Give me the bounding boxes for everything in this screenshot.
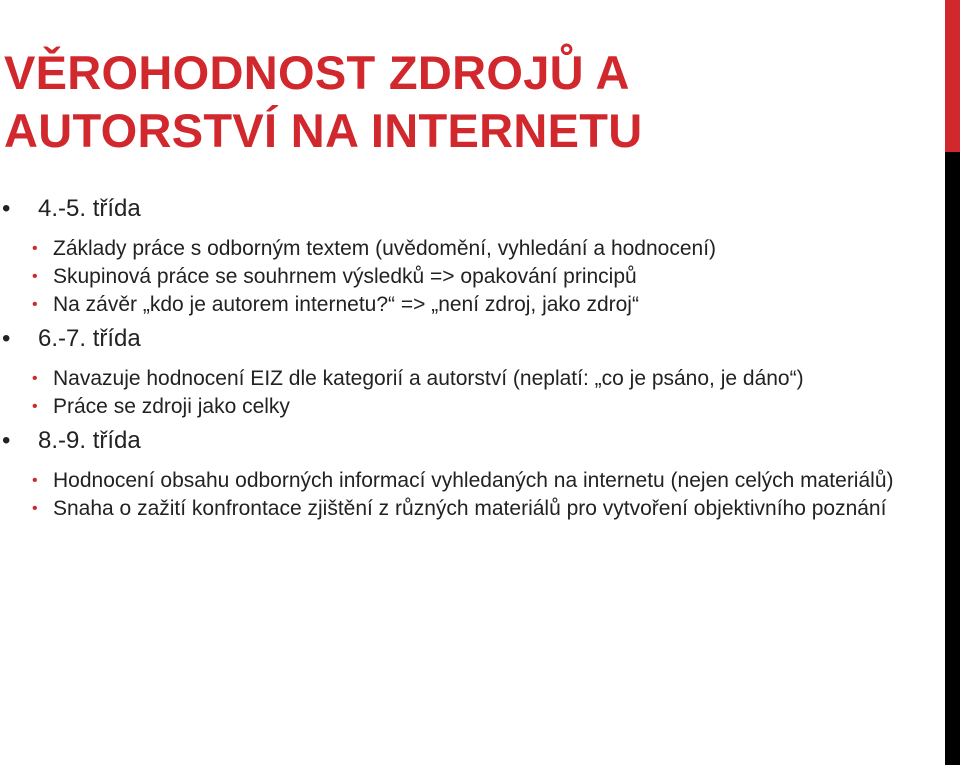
list-item-text: Snaha o zažití konfrontace zjištění z různých materiálů pro vytvoření objektivního poznání bbox=[53, 497, 887, 520]
list-item-text: Základy práce s odborným textem (uvědomění, vyhledání a hodnocení) bbox=[53, 237, 717, 260]
list-item bbox=[0, 497, 900, 521]
list-item-text: Na závěr „kdo je autorem internetu?“ => „není zdroj, jako zdroj“ bbox=[53, 293, 639, 316]
section-heading-text: 4.-5. třída bbox=[38, 195, 141, 222]
right-accent-strip-red bbox=[945, 0, 960, 152]
section-heading-text: 8.-9. třída bbox=[38, 427, 141, 454]
list-item bbox=[0, 395, 900, 419]
list-item-text: Skupinová práce se souhrnem výsledků => opakování principů bbox=[53, 265, 637, 288]
bullet-icon: • bbox=[32, 268, 38, 285]
section-heading-6-7 bbox=[0, 323, 900, 355]
list-item-text: Hodnocení obsahu odborných informací vyhledaných na internetu (nejen celých materiálů) bbox=[53, 469, 894, 492]
section-heading-4-5 bbox=[0, 193, 900, 225]
slide-title-line-2: AUTORSTVÍ NA INTERNETU bbox=[4, 104, 643, 157]
section-heading-text: 6.-7. třída bbox=[38, 325, 141, 352]
list-item-text: Práce se zdroji jako celky bbox=[53, 395, 290, 418]
slide-content bbox=[0, 193, 900, 521]
bullet-icon: • bbox=[32, 472, 38, 489]
bullet-icon: • bbox=[32, 296, 38, 313]
bullet-icon: • bbox=[32, 240, 38, 257]
list-item bbox=[0, 265, 900, 289]
bullet-icon: • bbox=[32, 370, 38, 387]
bullet-icon: • bbox=[2, 325, 11, 352]
bullet-icon: • bbox=[32, 398, 38, 415]
bullet-icon: • bbox=[2, 195, 11, 222]
section-heading-8-9 bbox=[0, 425, 900, 457]
list-item bbox=[0, 293, 900, 317]
list-item-text: Navazuje hodnocení EIZ dle kategorií a autorství (neplatí: „co je psáno, je dáno“) bbox=[53, 367, 804, 390]
list-item bbox=[0, 469, 900, 493]
slide-title-line-1: VĚROHODNOST ZDROJŮ A bbox=[4, 46, 630, 99]
list-item bbox=[0, 367, 900, 391]
bullet-icon: • bbox=[32, 500, 38, 517]
list-item bbox=[0, 237, 900, 261]
bullet-icon: • bbox=[2, 427, 11, 454]
slide-title bbox=[4, 44, 643, 160]
